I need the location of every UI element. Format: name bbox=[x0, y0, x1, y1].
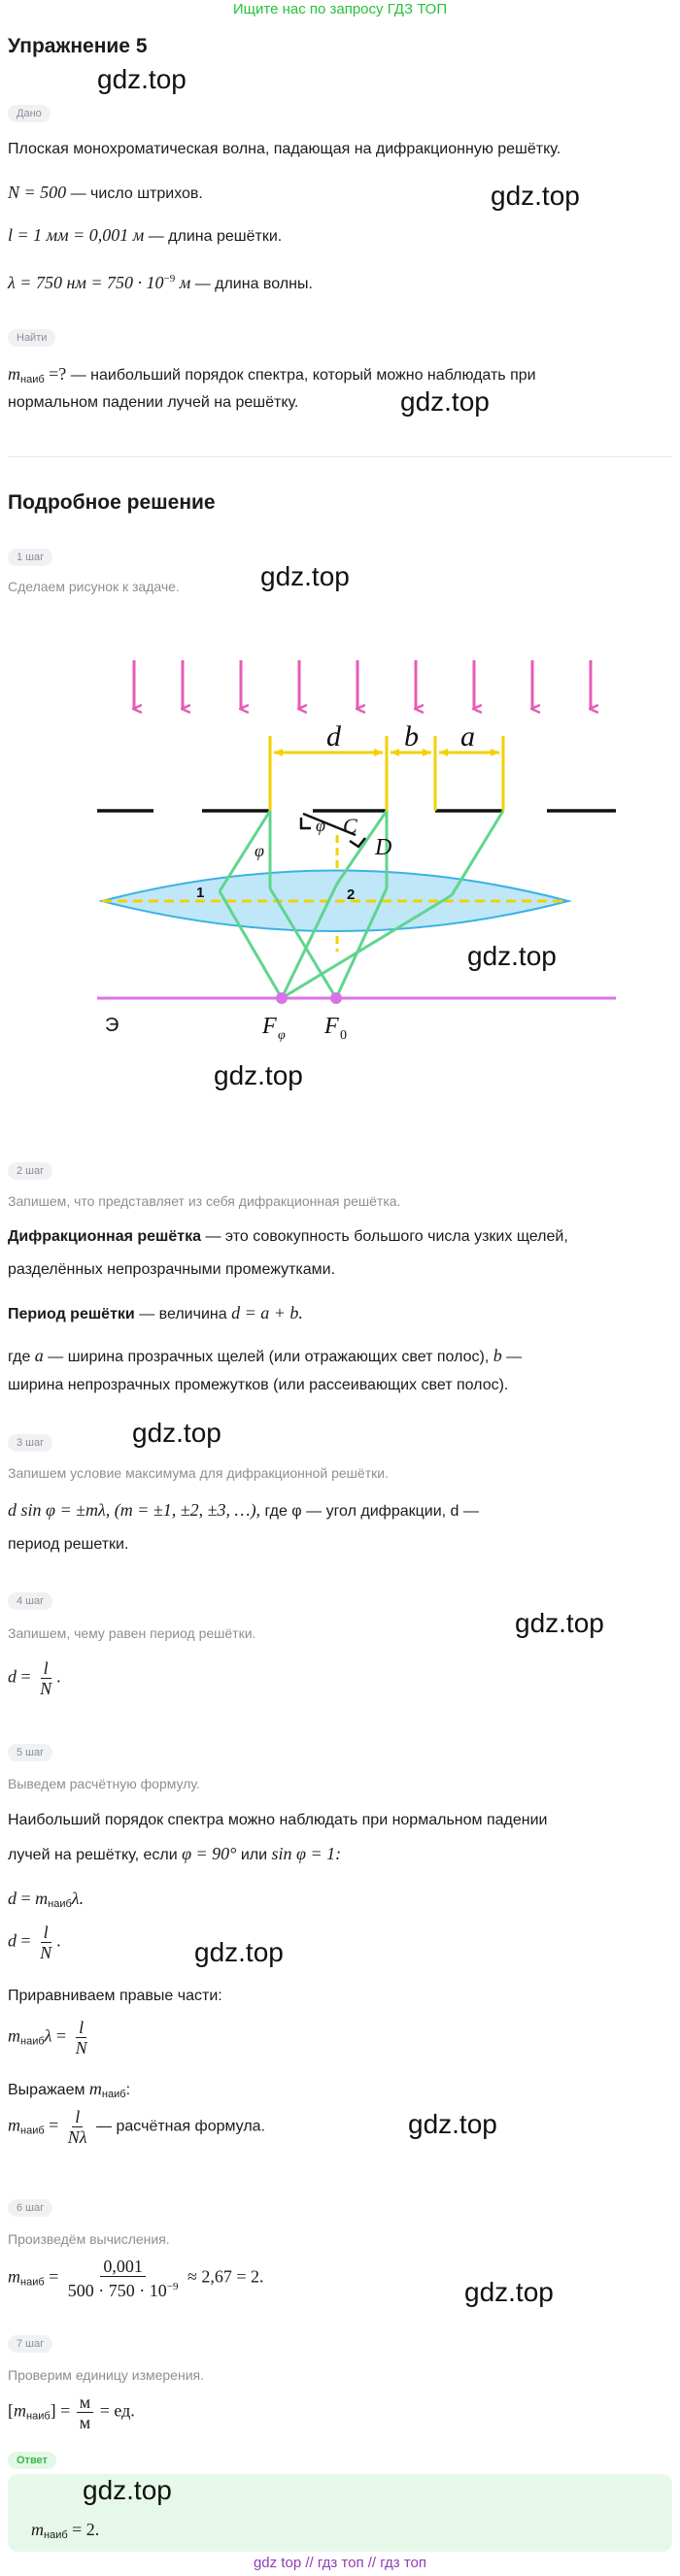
step2-where-mid: — ширина прозрачных щелей (или отражающих свет полос), bbox=[43, 1349, 493, 1365]
watermark: gdz.top bbox=[214, 1060, 303, 1090]
answer-badge: Ответ bbox=[8, 2452, 56, 2469]
step2-definition bbox=[8, 1224, 568, 1250]
given-l-formula: l = 1 мм = 0,001 м bbox=[8, 225, 145, 245]
step2-where-b: b bbox=[493, 1346, 502, 1365]
given-lambda-exp: −9 bbox=[163, 273, 176, 284]
label-f-phi-sub: φ bbox=[278, 1028, 286, 1043]
find-eq: =? bbox=[44, 364, 67, 384]
step2-text: Запишем, что представляет из себя дифракционная решётка. bbox=[8, 1193, 401, 1209]
given-l bbox=[8, 222, 282, 250]
step5-sin1: sin φ = 1: bbox=[271, 1844, 342, 1863]
step3-formula: d sin φ = ±mλ, (m = ±1, ±2, ±3, …), bbox=[8, 1500, 261, 1520]
watermark: gdz.top bbox=[467, 941, 557, 971]
label-phi-top: φ bbox=[316, 816, 325, 835]
step7-text: Проверим единицу измерения. bbox=[8, 2367, 204, 2383]
section-divider bbox=[8, 456, 672, 457]
given-n bbox=[8, 180, 203, 207]
label-f-phi: F bbox=[262, 1014, 277, 1039]
step5-text: Выведем расчётную формулу. bbox=[8, 1776, 200, 1791]
label-f-zero: F bbox=[324, 1014, 339, 1039]
page-title: Упражнение 5 bbox=[8, 35, 148, 57]
watermark: gdz.top bbox=[491, 181, 580, 211]
find-desc1: — наибольший порядок спектра, который можно наблюдать при bbox=[70, 367, 536, 384]
watermark: gdz.top bbox=[132, 1418, 221, 1448]
step5-or: или bbox=[236, 1847, 272, 1863]
step2-badge: 2 шаг bbox=[8, 1162, 52, 1180]
label-b: b bbox=[404, 720, 419, 753]
label-d: d bbox=[326, 720, 341, 753]
step2-period-bold: Период решётки bbox=[8, 1306, 135, 1322]
step2-period-rest: — величина bbox=[134, 1306, 232, 1322]
step5-badge: 5 шаг bbox=[8, 1744, 52, 1761]
given-lambda bbox=[8, 266, 313, 297]
label-screen: Э bbox=[105, 1015, 119, 1036]
given-n-formula: N = 500 bbox=[8, 183, 67, 202]
label-phi-left: φ bbox=[255, 841, 264, 860]
given-text: Плоская монохроматическая волна, падающая на дифракционную решётку. bbox=[8, 141, 561, 157]
answer-value: $m_{наиб} = 2$. bbox=[31, 2520, 100, 2541]
step3-formula-line bbox=[8, 1497, 479, 1524]
label-d-point: D bbox=[375, 835, 392, 860]
watermark: gdz.top bbox=[194, 1937, 284, 1967]
step2-def-line2: разделённых непрозрачными промежутками. bbox=[8, 1261, 336, 1278]
step2-where2: ширина непрозрачных промежутков (или рассеивающих свет полос). bbox=[8, 1377, 509, 1393]
solution-title: Подробное решение bbox=[8, 491, 216, 514]
step2-period bbox=[8, 1300, 303, 1327]
step5-calc-formula: $m_{наиб}$ = $\frac{l}{N\lambda}$ — расчётная формула. bbox=[8, 2107, 265, 2147]
given-l-desc: — длина решётки. bbox=[148, 228, 283, 245]
watermark: gdz.top bbox=[260, 561, 350, 591]
right-angle-mark bbox=[301, 818, 311, 828]
watermark: gdz.top bbox=[464, 2277, 554, 2307]
find-m: m bbox=[8, 364, 20, 384]
incident-wave-arrows bbox=[134, 660, 591, 709]
given-lambda-desc: — длина волны. bbox=[194, 276, 313, 292]
step4-formula: d = $\frac{l}{N}$ . bbox=[8, 1658, 61, 1698]
find-desc2: нормальном падении лучей на решётку. bbox=[8, 394, 299, 411]
step2-where bbox=[8, 1343, 522, 1370]
label-a: a bbox=[460, 720, 475, 753]
step6-badge: 6 шаг bbox=[8, 2199, 52, 2217]
step6-calc: $m_{наиб}$ = $\frac{0,001}{500 \cdot 750 \cdot 10^{-9}}$ ≈ 2,67 = 2. bbox=[8, 2257, 264, 2300]
given-n-desc: — число штрихов. bbox=[70, 185, 203, 202]
given-badge: Дано bbox=[8, 105, 51, 122]
find-badge: Найти bbox=[8, 329, 55, 347]
step2-where-end: — bbox=[501, 1349, 523, 1365]
top-banner-link[interactable]: Ищите нас по запросу ГДЗ ТОП bbox=[232, 1, 448, 17]
step6-text: Произведём вычисления. bbox=[8, 2231, 170, 2247]
step5-eq1: $d = m_{наиб}\lambda$. bbox=[8, 1889, 85, 1910]
step5-line2a: лучей на решётку, если bbox=[8, 1847, 183, 1863]
focus-point-zero bbox=[330, 992, 342, 1004]
step7-units: $[m_{наиб}]$ = $\frac{м}{м}$ = ед. bbox=[8, 2392, 135, 2432]
step4-badge: 4 шаг bbox=[8, 1592, 52, 1610]
step1-badge: 1 шаг bbox=[8, 549, 52, 566]
label-2: 2 bbox=[347, 887, 356, 903]
given-lambda-unit: м bbox=[175, 273, 191, 292]
watermark: gdz.top bbox=[400, 386, 490, 417]
step2-def-bold: Дифракционная решётка bbox=[8, 1228, 202, 1245]
step7-badge: 7 шаг bbox=[8, 2335, 52, 2353]
watermark: gdz.top bbox=[408, 2109, 497, 2139]
diffraction-figure bbox=[0, 641, 680, 1068]
step3-where2: период решетки. bbox=[8, 1536, 129, 1553]
step5-eq3: $m_{наиб}\lambda$ = $\frac{l}{N}$ bbox=[8, 2018, 87, 2057]
step5-express: Выражаем $m_{наиб}$: bbox=[8, 2079, 131, 2100]
watermark: gdz.top bbox=[83, 2475, 172, 2505]
step5-equate: Приравниваем правые части: bbox=[8, 1988, 222, 2004]
step2-period-formula: d = a + b. bbox=[231, 1303, 303, 1322]
find-m-sub: наиб bbox=[20, 374, 45, 385]
watermark: gdz.top bbox=[97, 64, 187, 94]
step5-line2 bbox=[8, 1841, 341, 1868]
step2-def-rest: — это совокупность большого числа узких щелей, bbox=[201, 1228, 568, 1245]
watermark: gdz.top bbox=[515, 1608, 604, 1638]
step3-where: где φ — угол дифракции, d — bbox=[260, 1503, 479, 1520]
step3-text: Запишем условие максимума для дифракционной решётки. bbox=[8, 1465, 389, 1481]
step2-where-a-prefix: где bbox=[8, 1349, 35, 1365]
step5-line1: Наибольший порядок спектра можно наблюдать при нормальном падении bbox=[8, 1812, 548, 1828]
bottom-links[interactable]: gdz top // гдз топ // гдз топ bbox=[253, 2555, 427, 2571]
step2-where-a: a bbox=[34, 1346, 44, 1365]
label-f-zero-sub: 0 bbox=[340, 1028, 347, 1043]
given-lambda-formula: λ = 750 нм = 750 · 10 bbox=[8, 273, 164, 292]
focus-point-phi bbox=[276, 992, 288, 1004]
label-c: C bbox=[343, 814, 357, 838]
step5-phi90: φ = 90° bbox=[182, 1844, 237, 1863]
label-1: 1 bbox=[196, 885, 205, 901]
step5-eq2: d = $\frac{l}{N}$ . bbox=[8, 1923, 61, 1962]
step1-text: Сделаем рисунок к задаче. bbox=[8, 579, 180, 594]
step4-text: Запишем, чему равен период решётки. bbox=[8, 1625, 256, 1641]
step3-badge: 3 шаг bbox=[8, 1434, 52, 1452]
